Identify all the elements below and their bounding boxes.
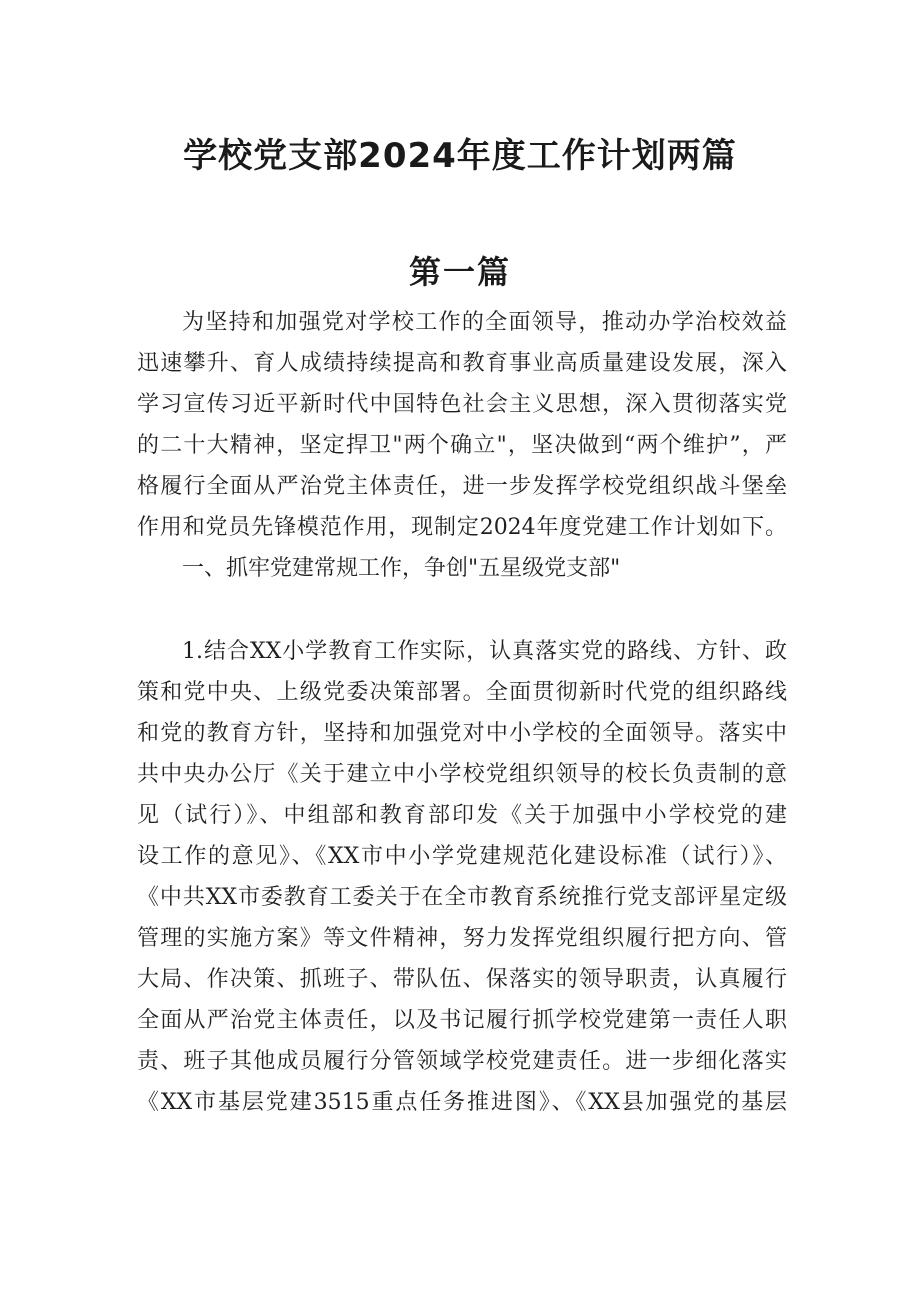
paragraph-line: 的二十大精神，坚定捍卫"两个确立"，坚决做到“两个维护”，严 <box>137 433 788 458</box>
paragraph-line: 1.结合XX小学教育工作实际，认真落实党的路线、方针、政 <box>182 639 787 664</box>
paragraph-line: 大局、作决策、抓班子、带队伍、保落实的领导职责，认真履行 <box>137 967 787 992</box>
paragraph-line: 《XX市基层党建3515重点任务推进图》、《XX县加强党的基层 <box>137 1090 787 1115</box>
paragraph-line: 设工作的意见》、《XX市中小学党建规范化建设标准（试行）》、 <box>137 844 787 869</box>
paragraph-line: 作用和党员先锋模范作用，现制定2024年度党建工作计划如下。 <box>137 515 787 540</box>
document-title: 学校党支部2024年度工作计划两篇 <box>183 136 737 176</box>
paragraph-line: 管理的实施方案》等文件精神，努力发挥党组织履行把方向、管 <box>137 926 787 951</box>
section-title: 第一篇 <box>408 253 511 291</box>
paragraph-line: 策和党中央、上级党委决策部署。全面贯彻新时代党的组织路线 <box>137 680 787 705</box>
paragraph-line: 格履行全面从严治党主体责任，进一步发挥学校党组织战斗堡垒 <box>137 474 787 499</box>
paragraph-line: 见（试行）》、中组部和教育部印发《关于加强中小学校党的建 <box>137 803 787 828</box>
paragraph-line: 和党的教育方针，坚持和加强党对中小学校的全面领导。落实中 <box>137 721 787 746</box>
paragraph-line: 共中央办公厅《关于建立中小学校党组织领导的校长负责制的意 <box>137 762 787 787</box>
section-heading: 一、抓牢党建常规工作，争创"五星级党支部" <box>182 556 621 581</box>
paragraph-line: 《中共XX市委教育工委关于在全市教育系统推行党支部评星定级 <box>137 885 787 910</box>
paragraph-line: 为坚持和加强党对学校工作的全面领导，推动办学治校效益 <box>182 310 787 335</box>
paragraph-line: 责、班子其他成员履行分管领域学校党建责任。进一步细化落实 <box>137 1049 787 1074</box>
paragraph-line: 迅速攀升、育人成绩持续提高和教育事业高质量建设发展，深入 <box>137 351 787 376</box>
paragraph-line: 全面从严治党主体责任，以及书记履行抓学校党建第一责任人职 <box>137 1008 787 1033</box>
paragraph-line: 学习宣传习近平新时代中国特色社会主义思想，深入贯彻落实党 <box>137 392 787 417</box>
